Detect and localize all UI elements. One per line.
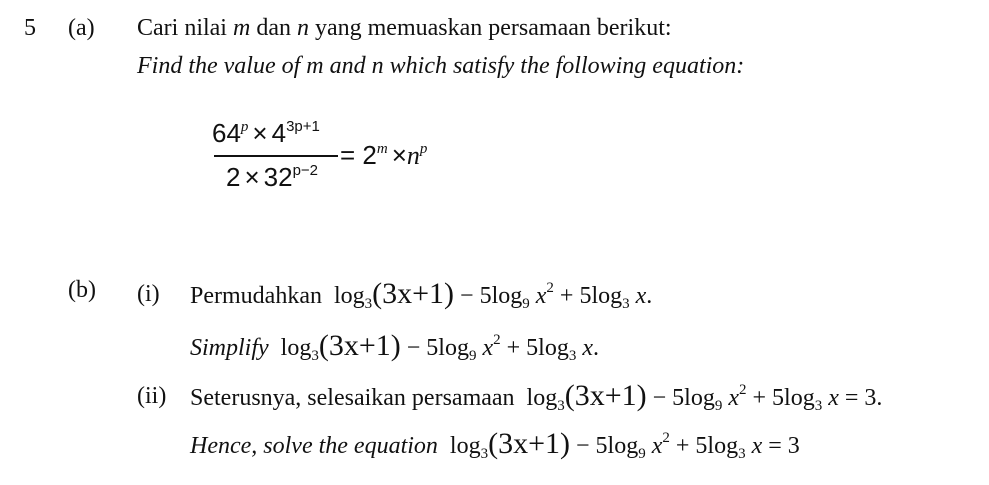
text-ms: Cari nilai xyxy=(137,15,227,41)
num-exp1: p xyxy=(240,119,249,135)
expression-i-en: $\log_3(3x+1) - 5\log_9$ $x^2 + 5\log_3$ x. xyxy=(280,329,599,364)
solve-en: Hence, solve the equation xyxy=(190,433,438,459)
rhs-exp-m: m xyxy=(376,141,388,157)
text-and: and xyxy=(329,53,366,79)
var-n-en: n xyxy=(371,53,384,79)
var-m-en: m xyxy=(306,53,324,79)
part-b-ii-ms xyxy=(190,379,883,414)
fraction-bar xyxy=(214,155,338,157)
den-coef: 2 xyxy=(226,162,241,192)
equation-rhs xyxy=(340,140,427,171)
question-number: 5 xyxy=(24,15,36,41)
var-n: n xyxy=(296,15,309,41)
part-a-question-en xyxy=(137,52,744,80)
den-base: 32 xyxy=(263,162,293,192)
rhs-equals-2: = 2 xyxy=(340,140,377,170)
num-base2: 4 xyxy=(271,118,287,148)
text-en: Find the value of xyxy=(137,53,301,79)
expression-i-ms: $\log_3(3x+1) - 5\log_9$ $x^2 + 5\log_3$ x. xyxy=(333,277,653,312)
part-b-i-ms xyxy=(190,277,653,312)
part-b-ii-en xyxy=(190,427,800,462)
num-exp2: 3p+1 xyxy=(286,118,320,135)
rhs-n: n xyxy=(406,141,420,170)
expression-ii-en: $\log_3(3x+1) - 5\log_9$ $x^2 + 5\log_3$ x = 3 xyxy=(449,427,800,462)
var-m: m xyxy=(232,15,251,41)
part-b-i-en xyxy=(190,329,599,364)
rhs-times: × xyxy=(391,140,407,170)
text-en-end: which satisfy the following equation: xyxy=(389,53,745,79)
part-b-i-label: (i) xyxy=(137,281,160,307)
part-a-label: (a) xyxy=(68,15,95,41)
solve-ms: Seterusnya, selesaikan persamaan xyxy=(190,385,515,411)
equation-numerator xyxy=(212,118,320,149)
part-a-question-ms xyxy=(137,14,672,42)
den-times: × xyxy=(244,162,260,192)
expression-ii-ms: $\log_3(3x+1) - 5\log_9$ $x^2 + 5\log_3$ x = 3. xyxy=(526,379,883,414)
text-ms-end: yang memuaskan persamaan berikut: xyxy=(314,15,672,41)
den-exp: p−2 xyxy=(292,162,319,179)
equation-denominator xyxy=(226,162,318,193)
part-b-ii-label: (ii) xyxy=(137,383,167,409)
num-times: × xyxy=(252,118,268,148)
simplify-en: Simplify xyxy=(190,335,269,361)
rhs-n-exp: p xyxy=(419,141,428,157)
num-base1: 64 xyxy=(212,118,241,148)
simplify-ms: Permudahkan xyxy=(190,283,322,309)
part-b-label: (b) xyxy=(68,277,96,303)
text-dan: dan xyxy=(256,15,291,41)
